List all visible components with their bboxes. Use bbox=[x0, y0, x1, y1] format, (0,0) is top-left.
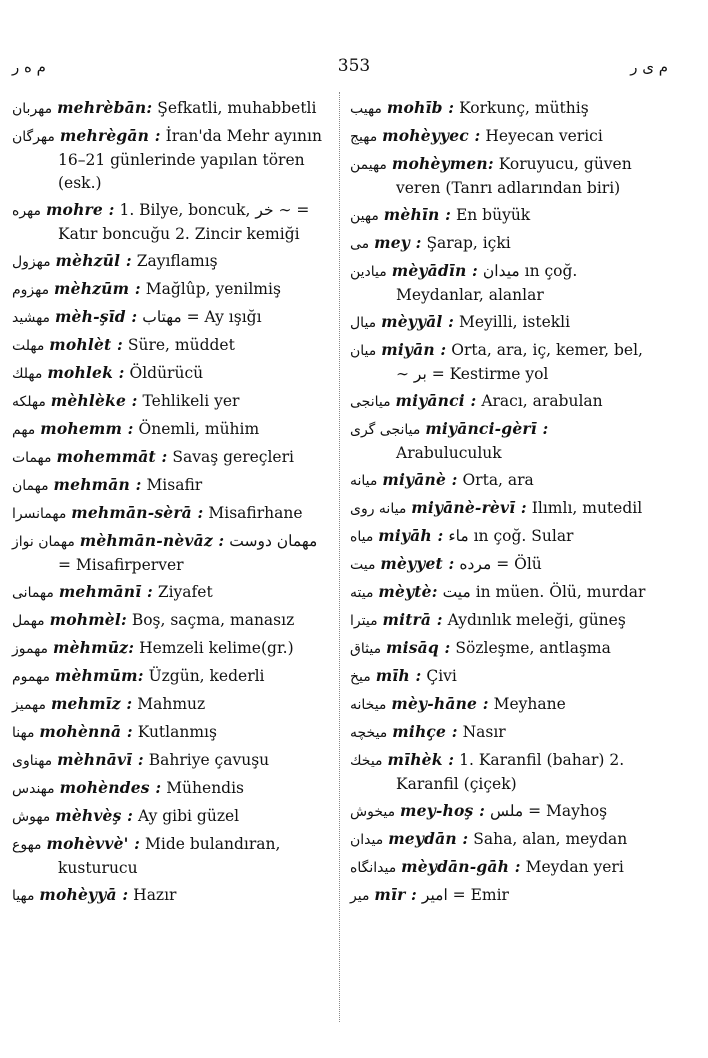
entry-headword: miyānci-gèrī : bbox=[425, 419, 549, 438]
entry-definition: En büyük bbox=[455, 206, 531, 224]
entry-definition: Orta, ara, iç, kemer, bel, ∼ بر = Kestirme yol bbox=[396, 341, 643, 383]
entry-definition: امیر = Emir bbox=[421, 886, 509, 904]
dictionary-entry bbox=[350, 855, 650, 880]
entry-arabic: میثاق bbox=[350, 641, 382, 657]
entry-arabic: مهمانی bbox=[12, 585, 54, 601]
entry-definition: ماء ın çoğ. Sular bbox=[448, 527, 574, 545]
entry-arabic: میاه bbox=[350, 529, 374, 545]
left-column bbox=[12, 96, 330, 911]
dictionary-entry bbox=[350, 152, 650, 200]
entry-headword: miyāh : bbox=[378, 526, 444, 545]
entry-arabic: میانه bbox=[350, 473, 378, 489]
entry-definition: Hemzeli kelime(gr.) bbox=[139, 639, 294, 657]
entry-arabic: مهیج bbox=[350, 129, 378, 145]
entry-arabic: مهزوم bbox=[12, 282, 50, 298]
dictionary-entry bbox=[12, 580, 330, 605]
entry-headword: mohèvvè' : bbox=[46, 834, 141, 853]
entry-arabic: مهربان bbox=[12, 101, 53, 117]
entry-arabic: مهنا bbox=[12, 725, 35, 741]
entry-definition: 1. Bilye, boncuk, خر ∼ = Katır boncuğu 2. Zincir kemiği bbox=[58, 201, 310, 243]
entry-headword: mèhnāvī : bbox=[57, 750, 144, 769]
entry-arabic: مهین bbox=[350, 208, 379, 224]
dictionary-entry bbox=[350, 231, 650, 256]
entry-arabic: مهم bbox=[12, 422, 36, 438]
entry-arabic: مهمان bbox=[12, 478, 49, 494]
entry-headword: mohèyyā : bbox=[39, 885, 129, 904]
entry-headword: mehmān : bbox=[53, 475, 142, 494]
entry-definition: 1. Karanfil (bahar) 2. Karanfil (çiçek) bbox=[396, 751, 625, 793]
entry-definition: Şarap, içki bbox=[426, 234, 511, 252]
dictionary-entry bbox=[350, 608, 650, 633]
entry-definition: Koruyucu, güven veren (Tanrı adlarından biri) bbox=[396, 155, 632, 197]
dictionary-entry bbox=[12, 96, 330, 121]
entry-definition: Misafir bbox=[146, 476, 203, 494]
entry-arabic: میال bbox=[350, 315, 377, 331]
dictionary-entry bbox=[12, 636, 330, 661]
dictionary-entry bbox=[350, 496, 650, 521]
entry-arabic: میانجی گری bbox=[350, 422, 421, 438]
entry-headword: mehmīz : bbox=[50, 694, 133, 713]
dictionary-entry bbox=[350, 310, 650, 335]
entry-headword: mèyyet : bbox=[380, 554, 455, 573]
entry-arabic: مهمات bbox=[12, 450, 52, 466]
entry-headword: mèhvèş : bbox=[55, 806, 134, 825]
entry-arabic: میخچه bbox=[350, 725, 388, 741]
entry-definition: Çivi bbox=[426, 667, 457, 685]
entry-definition: Mühendis bbox=[166, 779, 245, 797]
entry-headword: mehmānī : bbox=[58, 582, 153, 601]
dictionary-entry bbox=[12, 333, 330, 358]
dictionary-entry bbox=[12, 389, 330, 414]
entry-definition: Saha, alan, meydan bbox=[473, 830, 628, 848]
dictionary-entry bbox=[350, 799, 650, 824]
entry-headword: mèyyāl : bbox=[381, 312, 455, 331]
dictionary-entry bbox=[12, 720, 330, 745]
entry-arabic: میت bbox=[350, 557, 376, 573]
entry-headword: mohīb : bbox=[386, 98, 455, 117]
dictionary-entry bbox=[12, 249, 330, 274]
entry-definition: Meyilli, istekli bbox=[458, 313, 571, 331]
dictionary-entry bbox=[350, 883, 650, 908]
entry-headword: mohlek : bbox=[47, 363, 125, 382]
entry-definition: Heyecan verici bbox=[485, 127, 603, 145]
dictionary-entry bbox=[350, 259, 650, 307]
dictionary-entry bbox=[350, 338, 650, 386]
dictionary-entry bbox=[350, 720, 650, 745]
right-column bbox=[350, 96, 650, 911]
entry-arabic: میادین bbox=[350, 264, 387, 280]
entry-definition: مهمان دوست = Misafirperver bbox=[58, 532, 318, 574]
entry-definition: Hazır bbox=[133, 886, 177, 904]
dictionary-entry bbox=[12, 361, 330, 386]
entry-definition: مهتاب = Ay ışığı bbox=[142, 308, 262, 326]
dictionary-entry bbox=[12, 198, 330, 246]
entry-arabic: مهموز bbox=[12, 641, 49, 657]
dictionary-entry bbox=[12, 692, 330, 717]
dictionary-entry bbox=[12, 608, 330, 633]
dictionary-entry bbox=[350, 552, 650, 577]
entry-definition: Mahmuz bbox=[137, 695, 206, 713]
entry-arabic: مهره bbox=[12, 203, 42, 219]
entry-arabic: مهناوی bbox=[12, 753, 53, 769]
entry-definition: Mağlûp, yenilmiş bbox=[145, 280, 281, 298]
entry-headword: miyānè : bbox=[382, 470, 458, 489]
entry-headword: mey-hoş : bbox=[400, 801, 485, 820]
dictionary-entry bbox=[12, 501, 330, 526]
entry-headword: mohèndes : bbox=[59, 778, 162, 797]
entry-definition: Nasır bbox=[462, 723, 506, 741]
entry-arabic: مهلكه bbox=[12, 394, 46, 410]
entry-headword: mohènnā : bbox=[39, 722, 133, 741]
entry-headword: mèhmān-nèvāz : bbox=[79, 531, 225, 550]
entry-arabic: میانه روی bbox=[350, 501, 407, 517]
entry-headword: meydān : bbox=[388, 829, 469, 848]
dictionary-entry bbox=[350, 664, 650, 689]
header-left-letters: م ه ر bbox=[12, 58, 46, 76]
entry-definition: Savaş gereçleri bbox=[172, 448, 294, 466]
entry-headword: mèydān-gāh : bbox=[401, 857, 521, 876]
entry-headword: mehrèbān: bbox=[57, 98, 153, 117]
entry-arabic: میدان bbox=[350, 832, 384, 848]
entry-arabic: میخوش bbox=[350, 804, 396, 820]
entry-headword: mohemm : bbox=[40, 419, 134, 438]
dictionary-entry bbox=[12, 445, 330, 470]
entry-headword: mohèymen: bbox=[391, 154, 494, 173]
entry-definition: Kutlanmış bbox=[137, 723, 217, 741]
entry-arabic: مهلك bbox=[12, 366, 43, 382]
dictionary-entry bbox=[12, 305, 330, 330]
entry-definition: میدان ın çoğ. Meydanlar, alanlar bbox=[396, 262, 578, 304]
entry-definition: Mide bulandıran, kusturucu bbox=[58, 835, 281, 877]
entry-arabic: مهندس bbox=[12, 781, 55, 797]
entry-arabic: میان bbox=[350, 343, 377, 359]
dictionary-entry bbox=[350, 827, 650, 852]
dictionary-entry bbox=[350, 580, 650, 605]
dictionary-entry bbox=[12, 832, 330, 880]
dictionary-entry bbox=[350, 124, 650, 149]
dictionary-entry bbox=[12, 664, 330, 689]
entry-headword: miyānè-rèvī : bbox=[411, 498, 527, 517]
entry-definition: Meydan yeri bbox=[525, 858, 624, 876]
entry-arabic: مهمان نواز bbox=[12, 534, 75, 550]
entry-definition: Üzgün, kederli bbox=[148, 667, 265, 685]
entry-headword: mehrègān : bbox=[59, 126, 161, 145]
entry-arabic: مهمانسرا bbox=[12, 506, 67, 522]
entry-arabic: مهیب bbox=[350, 101, 382, 117]
dictionary-entry bbox=[350, 389, 650, 414]
entry-headword: misāq : bbox=[386, 638, 451, 657]
page-number: 353 bbox=[337, 56, 371, 76]
entry-arabic: مهیمن bbox=[350, 157, 387, 173]
entry-headword: mèhzūm : bbox=[54, 279, 141, 298]
entry-definition: Ay gibi güzel bbox=[138, 807, 240, 825]
dictionary-entry bbox=[12, 776, 330, 801]
dictionary-entry bbox=[350, 417, 650, 465]
entry-arabic: میر bbox=[350, 888, 370, 904]
entry-headword: mohmèl: bbox=[49, 610, 127, 629]
entry-headword: mihçe : bbox=[392, 722, 458, 741]
entry-arabic: میخك bbox=[350, 753, 383, 769]
dictionary-entry bbox=[350, 96, 650, 121]
dictionary-entry bbox=[350, 748, 650, 796]
entry-definition: Aydınlık meleği, güneş bbox=[447, 611, 626, 629]
entry-headword: mèhlèke : bbox=[50, 391, 138, 410]
dictionary-entry bbox=[12, 473, 330, 498]
dictionary-entry bbox=[12, 529, 330, 577]
entry-headword: mohre : bbox=[45, 200, 115, 219]
entry-definition: Tehlikeli yer bbox=[142, 392, 240, 410]
entry-definition: Ziyafet bbox=[157, 583, 213, 601]
entry-definition: Önemli, mühim bbox=[138, 420, 260, 438]
entry-definition: Arabuluculuk bbox=[396, 444, 502, 462]
entry-arabic: مهوش bbox=[12, 809, 51, 825]
entry-headword: miyān : bbox=[381, 340, 447, 359]
entry-definition: Aracı, arabulan bbox=[481, 392, 603, 410]
dictionary-entry bbox=[12, 883, 330, 908]
entry-headword: mīr : bbox=[374, 885, 417, 904]
entry-definition: Bahriye çavuşu bbox=[148, 751, 270, 769]
entry-definition: Misafirhane bbox=[208, 504, 303, 522]
entry-headword: mèh-şīd : bbox=[54, 307, 138, 326]
entry-arabic: میته bbox=[350, 585, 374, 601]
dictionary-entry bbox=[12, 277, 330, 302]
entry-definition: Şefkatli, muhabbetli bbox=[157, 99, 317, 117]
entry-arabic: میانجی bbox=[350, 394, 391, 410]
entry-arabic: میخ bbox=[350, 669, 371, 685]
entry-definition: Orta, ara bbox=[462, 471, 534, 489]
entry-headword: mīh : bbox=[375, 666, 422, 685]
entry-arabic: می bbox=[350, 236, 370, 252]
entry-definition: ملس = Mayhoş bbox=[489, 802, 608, 820]
entry-definition: Korkunç, müthiş bbox=[459, 99, 589, 117]
dictionary-entry bbox=[350, 636, 650, 661]
entry-arabic: میخانه bbox=[350, 697, 387, 713]
dictionary-entry bbox=[12, 804, 330, 829]
page-header bbox=[0, 52, 708, 82]
column-divider bbox=[339, 92, 340, 1022]
entry-headword: mehmān-sèrā : bbox=[71, 503, 204, 522]
dictionary-entry bbox=[350, 692, 650, 717]
entry-arabic: مهمل bbox=[12, 613, 45, 629]
entry-headword: mohemmāt : bbox=[56, 447, 168, 466]
entry-headword: mèhīn : bbox=[383, 205, 451, 224]
entry-definition: Boş, saçma, manasız bbox=[131, 611, 295, 629]
entry-headword: mèytè: bbox=[378, 582, 438, 601]
entry-definition: Ilımlı, mutedil bbox=[531, 499, 643, 517]
entry-definition: مرده = Ölü bbox=[459, 555, 542, 573]
entry-arabic: میترا bbox=[350, 613, 378, 629]
entry-headword: mey : bbox=[374, 233, 422, 252]
dictionary-entry bbox=[350, 524, 650, 549]
entry-headword: mèhmūz: bbox=[52, 638, 135, 657]
entry-arabic: مهموم bbox=[12, 669, 50, 685]
entry-headword: mīhèk : bbox=[387, 750, 455, 769]
entry-definition: Öldürücü bbox=[129, 364, 204, 382]
entry-definition: Meyhane bbox=[493, 695, 566, 713]
dictionary-entry bbox=[350, 203, 650, 228]
dictionary-entry bbox=[12, 417, 330, 442]
entry-headword: mèhzūl : bbox=[55, 251, 132, 270]
entry-arabic: مهیا bbox=[12, 888, 35, 904]
dictionary-entry bbox=[350, 468, 650, 493]
entry-arabic: مهلت bbox=[12, 338, 45, 354]
entry-arabic: مهشید bbox=[12, 310, 51, 326]
entry-headword: miyānci : bbox=[395, 391, 477, 410]
entry-definition: Zayıflamış bbox=[136, 252, 218, 270]
entry-headword: mitrā : bbox=[382, 610, 443, 629]
entry-definition: میت in müen. Ölü, murdar bbox=[442, 583, 646, 601]
entry-arabic: مهزول bbox=[12, 254, 51, 270]
dictionary-entry bbox=[12, 124, 330, 195]
entry-arabic: مهرگان bbox=[12, 129, 55, 145]
entry-arabic: میدانگاه bbox=[350, 860, 397, 876]
entry-arabic: مهميز bbox=[12, 697, 46, 713]
entry-headword: mèhmūm: bbox=[54, 666, 144, 685]
entry-definition: Sözleşme, antlaşma bbox=[455, 639, 611, 657]
header-right-letters: م ی ر bbox=[630, 58, 668, 76]
entry-headword: mohlèt : bbox=[49, 335, 123, 354]
entry-headword: mèy-hāne : bbox=[391, 694, 489, 713]
entry-definition: İran'da Mehr ayının 16–21 günlerinde yapılan tören (esk.) bbox=[58, 127, 322, 192]
dictionary-entry bbox=[12, 748, 330, 773]
entry-arabic: مهوع bbox=[12, 837, 42, 853]
entry-definition: Süre, müddet bbox=[127, 336, 235, 354]
entry-headword: mohèyyec : bbox=[382, 126, 481, 145]
entry-headword: mèyādīn : bbox=[391, 261, 478, 280]
